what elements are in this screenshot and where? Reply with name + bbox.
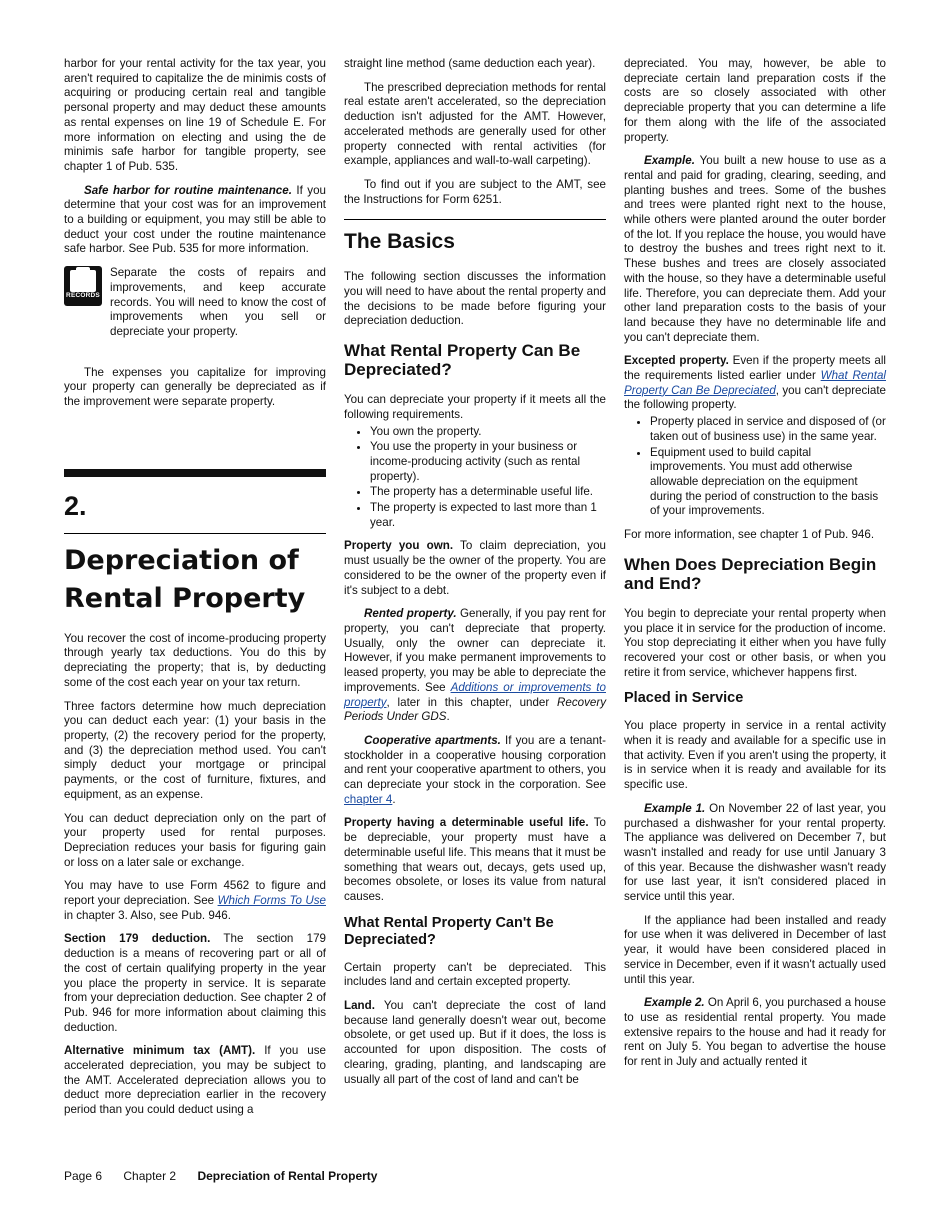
run-in-heading: Example 2. (644, 996, 705, 1010)
paragraph-text: You built a new house to use as a rental and paid for grading, clearing, seeding, and planting bushes and trees. Some of the bushes and trees were planted right next to the house, while others were planted around the outer border of the lot. If you replace the house, you would have to destroy the bushes and trees right next to it. These bushes and trees are closely associated with the house, so they have a determinable useful life. Therefore, you can depreciate them. Add your other land preparation costs to the basis of your land because they have no determinable life and you can't depreciate them. (624, 154, 886, 344)
run-in-heading: Section 179 deduction. (64, 932, 211, 946)
column-2 (344, 57, 606, 1096)
subsection-heading: When Does Depreciation Begin and End? (624, 554, 877, 593)
paragraph: straight line method (same deduction each year). (344, 57, 596, 70)
run-in-heading: Property having a determinable useful life. (344, 816, 589, 830)
paragraph-text: If you are a tenant-stockholder in a cooperative housing corporation and rent your cooperative apartment to others, you can depreciate your stock in the corporation. See (344, 733, 606, 792)
page-number: Page 6 (64, 1169, 103, 1183)
paragraph: To find out if you are subject to the AMT, see the Instructions for Form 6251. (344, 177, 606, 206)
run-in-heading: Example 1. (644, 801, 706, 815)
excepted-property-list (624, 415, 886, 519)
paragraph: The expenses you capitalize for improving your property can generally be depreciated as if the improvement were separate property. (64, 365, 326, 409)
what-rental-property-link[interactable]: What Rental Property Can Be Depreciated (624, 369, 886, 397)
paragraph-text: , you can't depreciate the following property. (624, 383, 886, 412)
list-item: • Equipment used to build capital improvements. You must add otherwise allowable depreciation on the equipment during the period of construction to the basis of your improvements. (650, 446, 886, 520)
paragraph-text: Generally, if you pay rent for property, you can't depreciate that property. Usually, only the owner can depreciate it. However, if you make permanent improvements to leased property, you may be able to depreciate the improvements. See (344, 607, 606, 694)
chapter-number: 2. (64, 490, 87, 521)
paragraph-text: in chapter 3. Also, see Pub. 946. (64, 908, 231, 922)
paragraph (344, 607, 606, 725)
paragraph (624, 154, 886, 345)
subsection-heading: What Rental Property Can't Be Depreciated? (344, 914, 554, 948)
paragraph (624, 354, 886, 413)
records-label: RECORDS (66, 292, 100, 300)
which-forms-link[interactable]: Which Forms To Use (217, 894, 326, 908)
paragraph (344, 999, 606, 1087)
paragraph (624, 802, 886, 905)
paragraph (344, 816, 606, 904)
paragraph: Three factors determine how much depreciation you can deduct each year: (1) your basis in the property, (2) the recovery period for the property, and (3) the depreciation method used. You can't simply deduct your mortgage or principal payments, or the cost of furniture, fixtures, and equipment, as an expense. (64, 699, 326, 801)
section-rule (344, 219, 606, 220)
run-in-heading: Safe harbor for routine maintenance. (84, 183, 292, 197)
paragraph: If the appliance had been installed and ready for use when it was delivered in December of last year, it would have been considered placed in service in December, even if it wasn't actually used until this year. (624, 913, 886, 986)
paragraph: depreciated. You may, however, be able to depreciate certain land preparation costs if the costs are so closely associated with other depreciable property that you can determine a life for them along with the life of the associated property. (624, 57, 886, 144)
paragraph-text: . (446, 710, 450, 724)
paragraph: You recover the cost of income-producing property through yearly tax deductions. You do this by depreciating the property; that is, by deducting some of the cost each year on your tax return. (64, 631, 326, 689)
paragraph (64, 184, 326, 258)
paragraph-text: If you use accelerated depreciation, you may be subject to the AMT. Accelerated depreciation allows you to deduct more depreciation earlier in the recovery period than you could deduct using a (64, 1044, 326, 1117)
run-in-heading: Excepted property. (624, 354, 729, 368)
subsection-heading: Placed in Service (624, 690, 744, 707)
paragraph-text: Even if the property meets all the requirements listed earlier under (624, 354, 886, 383)
list-item: • The property has a determinable useful life. (370, 485, 606, 500)
paragraph-text: You may have to use Form 4562 to figure and report your depreciation. See (64, 879, 326, 908)
requirements-list (344, 425, 606, 531)
paragraph (344, 539, 606, 598)
paragraph: Certain property can't be depreciated. This includes land and certain excepted property. (344, 960, 606, 989)
footer-chapter: Chapter 2 (123, 1169, 177, 1183)
paragraph-text: To claim depreciation, you must usually be the owner of the property. You are considered to be the owner of the property even if it's subject to a debt. (344, 539, 606, 597)
paragraph-text: To be depreciable, your property must have a determinable useful life. This means that it must be something that wears out, decays, gets used up, becomes obsolete, or loses its value from natural causes. (344, 816, 606, 903)
paragraph: The following section discusses the information you will need to have about the rental property and the decisions to be made before figuring your depreciation deduction. (344, 270, 606, 328)
paragraph-text: Recovery Periods Under GDS (344, 695, 606, 724)
paragraph (64, 932, 326, 1035)
paragraph-text: You can't depreciate the cost of land because land generally doesn't wear out, become obsolete, or get used up. But if it does, the loss is accounted for upon disposition. The costs of clearing, grading, planting, and landscaping are usually all part of the cost of land and can't be (344, 999, 606, 1086)
records-note (64, 266, 326, 340)
records-note-text: Separate the costs of repairs and improvements, and keep accurate records. You will need to know the cost of improvements when you sell or depreciate your property. (110, 266, 326, 338)
paragraph: The prescribed depreciation methods for rental real estate aren't accelerated, so the depreciation deduction isn't adjusted for the AMT. However, accelerated methods are generally used for other property connected with rental activities (for example, appliances and wall-to-wall carpeting). (344, 80, 606, 168)
run-in-heading: Example. (644, 154, 695, 168)
paragraph: You place property in service in a rental activity when it is ready and available for a specific use in that activity. Even if you aren't using the property, it is in service when it is ready and available for its specific use. (624, 719, 886, 792)
list-item: • You use the property in your business or income-producing activity (such as rental property). (370, 440, 606, 484)
paragraph: harbor for your rental activity for the tax year, you aren't required to capitalize the de minimis costs of acquiring or producing certain real and tangible personal property and may deduct these amounts as rental expenses on line 19 of Schedule E. For more information on electing and using the de minimis safe harbor for tangible property, see chapter 1 of Pub. 535. (64, 57, 326, 173)
run-in-heading: Land. (344, 999, 375, 1013)
records-icon (64, 266, 102, 306)
subsection-heading: What Rental Property Can Be Depreciated? (344, 341, 581, 380)
chapter-rule-thick (64, 469, 326, 477)
chapter-4-link[interactable]: chapter 4 (344, 792, 393, 806)
paragraph-text: , later in this chapter, under (386, 695, 558, 709)
column-3 (624, 57, 886, 1079)
run-in-heading: Property you own. (344, 539, 454, 553)
run-in-heading: Cooperative apartments. (364, 733, 501, 747)
run-in-heading: Rented property. (364, 607, 457, 621)
list-item: • You own the property. (370, 425, 606, 440)
chapter-title: Depreciation of Rental Property (64, 544, 306, 614)
column-1 (64, 57, 326, 1127)
page-footer (64, 1169, 395, 1183)
footer-title: Depreciation of Rental Property (197, 1169, 378, 1183)
paragraph: You can depreciate your property if it meets all the following requirements. (344, 393, 606, 421)
paragraph-text: On April 6, you purchased a house to use as residential rental property. You made extensive repairs to the house and had it ready for rent on July 5. You began to advertise the house for rent in July and actually rented it (624, 996, 886, 1069)
list-item: • The property is expected to last more than 1 year. (370, 501, 606, 530)
paragraph-text: If you determine that your cost was for an improvement to a building or equipment, you may still be able to deduct your cost under the routine maintenance safe harbor. See Pub. 535 for more information. (64, 183, 326, 256)
list-item: • Property placed in service and disposed of (or taken out of business use) in the same year. (650, 415, 886, 444)
paragraph: You begin to depreciate your rental property when you place it in service for the production of income. You stop depreciating it either when you have fully recovered your cost or other basis, or when you retire it from service, whichever happens first. (624, 606, 886, 679)
paragraph (344, 734, 606, 808)
paragraph: For more information, see chapter 1 of Pub. 946. (624, 528, 875, 542)
additions-link[interactable]: Additions or improvements to property (344, 680, 606, 709)
chapter-rule-thin (64, 533, 326, 534)
paragraph: You can deduct depreciation only on the part of your property used for rental purposes. Depreciation reduces your basis for figuring gain or loss on a later sale or exchange. (64, 811, 326, 869)
section-heading: The Basics (344, 230, 455, 254)
paragraph (624, 996, 886, 1070)
paragraph-text: . (392, 792, 396, 806)
paragraph-text: On November 22 of last year, you purchased a dishwasher for your rental property. The appliance was delivered on December 7, but wasn't installed and ready for use until January 3 of this year. Because the dishwasher wasn't ready for use last year, it isn't considered placed in service until this year. (624, 801, 886, 904)
paragraph (64, 1044, 326, 1118)
paragraph (64, 879, 326, 923)
paragraph-text: The section 179 deduction is a means of recovering part or all of the cost of certain qualifying property in the year you place the property in service. It is separate from your depreciation deduction. See chapter 2 of Pub. 946 for more information about claiming this deduction. (64, 932, 326, 1034)
run-in-heading: Alternative minimum tax (AMT). (64, 1044, 256, 1058)
